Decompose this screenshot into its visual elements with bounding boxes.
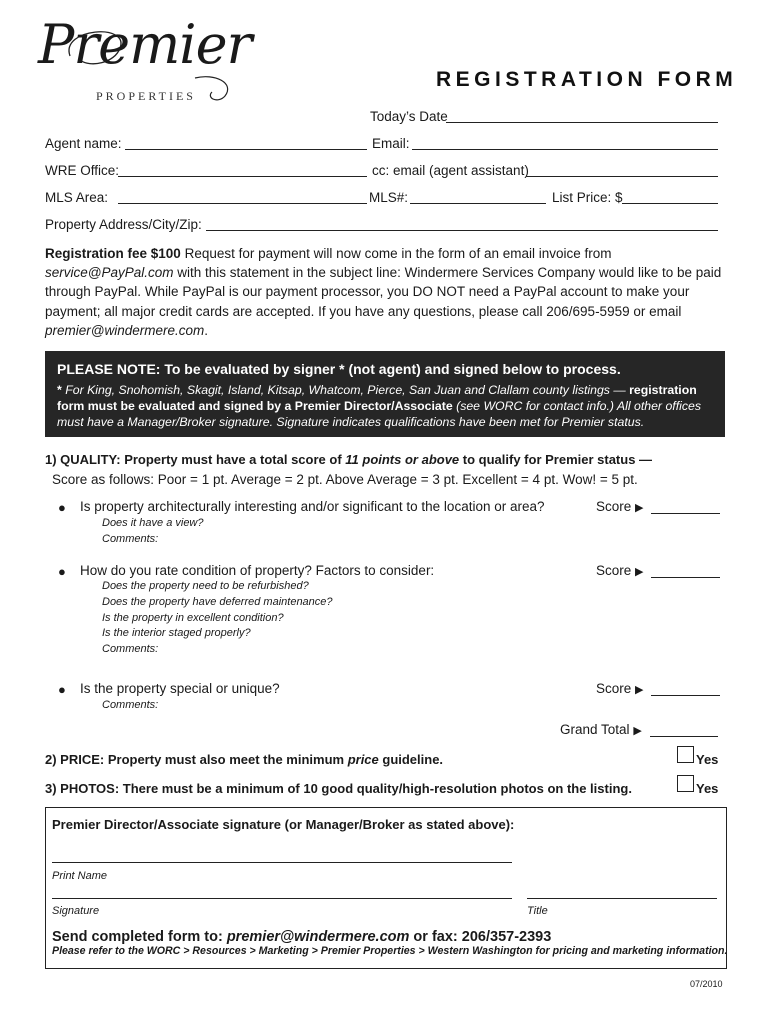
- question-2-sub: [102, 579, 333, 658]
- sub-line: Is the property in excellent condition?: [102, 611, 284, 624]
- send-instruction: [52, 929, 551, 945]
- email-label: Email:: [372, 136, 410, 151]
- score-1-field[interactable]: [651, 513, 720, 514]
- bullet-icon: ●: [58, 564, 66, 579]
- agent-name-label: Agent name:: [45, 136, 122, 151]
- agent-name-field[interactable]: [125, 149, 367, 150]
- arrow-right-icon: ▶: [635, 684, 644, 696]
- registration-fee-paragraph: [45, 244, 725, 340]
- note-star: *: [57, 383, 62, 397]
- grand-total-label: [560, 722, 642, 737]
- email-field[interactable]: [412, 149, 718, 150]
- score-text: Score: [596, 499, 632, 514]
- fee-heading: Registration fee $100: [45, 246, 181, 261]
- send-email: premier@windermere.com: [226, 929, 410, 945]
- sub-line: Does the property have deferred maintenance?: [102, 595, 333, 608]
- please-note-heading: PLEASE NOTE: To be evaluated by signer * (not agent) and signed below to process.: [57, 361, 621, 377]
- score-2-field[interactable]: [651, 577, 720, 578]
- please-note-body: [57, 382, 707, 430]
- mls-number-label: MLS#:: [369, 190, 409, 205]
- score-text: Score: [596, 681, 632, 696]
- fee-text-2: with this statement in the subject line: Windermere Services Company would like to be paid through PayPal. While PayPal is our payment processor, you DO NOT need a PayPal account to make your payment; all major credit cards are accepted. If you have any questions, please call 206/695-5959 or email: [45, 265, 722, 319]
- send-text-b: or fax: 206/357-2393: [409, 929, 552, 945]
- logo-subtitle: PROPERTIES: [96, 89, 196, 103]
- sub-line: Comments:: [102, 643, 159, 656]
- score-3-field[interactable]: [651, 695, 720, 696]
- price-text-b: price: [347, 752, 379, 767]
- score-scale: Score as follows: Poor = 1 pt. Average = 2 pt. Above Average = 3 pt. Excellent = 4 pt. Wow! = 5 pt.: [52, 472, 638, 487]
- sub-line: Does it have a view?: [102, 517, 204, 529]
- score-label-1: [596, 499, 644, 514]
- sub-line: Does the property need to be refurbished?: [102, 580, 309, 592]
- question-1: Is property architecturally interesting and/or significant to the location or area?: [80, 499, 545, 514]
- sub-line: Comments:: [102, 532, 159, 545]
- print-name-field[interactable]: [52, 862, 512, 863]
- mls-area-field[interactable]: [118, 203, 367, 204]
- quality-heading-c: to qualify for Premier status —: [459, 452, 653, 467]
- page-title: REGISTRATION FORM: [436, 68, 738, 91]
- send-text-a: Send completed form to:: [52, 929, 227, 945]
- question-3-sub: [102, 698, 158, 714]
- list-price-label: List Price: $: [552, 190, 623, 205]
- score-text: Score: [596, 563, 632, 578]
- fee-text-1: Request for payment will now come in the form of an email invoice from: [180, 246, 612, 261]
- cc-email-label: cc: email (agent assistant): [372, 163, 529, 178]
- property-address-label: Property Address/City/Zip:: [45, 217, 202, 232]
- title-label: Title: [527, 905, 548, 917]
- price-text-c: guideline.: [378, 752, 444, 767]
- bullet-icon: ●: [58, 500, 66, 515]
- mls-number-field[interactable]: [410, 203, 546, 204]
- photos-requirement: 3) PHOTOS: There must be a minimum of 10 good quality/high-resolution photos on the listing.: [45, 781, 632, 796]
- paypal-email: service@PayPal.com: [45, 265, 174, 281]
- score-label-3: [596, 681, 644, 696]
- signature-field[interactable]: [52, 898, 512, 899]
- photos-yes-label: Yes: [696, 781, 719, 796]
- worc-reference: Please refer to the WORC > Resources > Marketing > Premier Properties > Western Washington for pricing and marketing information.: [52, 945, 728, 957]
- property-address-field[interactable]: [206, 230, 718, 231]
- arrow-right-icon: ▶: [633, 725, 642, 737]
- question-2: How do you rate condition of property? Factors to consider:: [80, 563, 435, 578]
- price-yes-checkbox[interactable]: [677, 746, 694, 763]
- wre-office-field[interactable]: [118, 176, 367, 177]
- grand-total-field[interactable]: [650, 736, 718, 737]
- fee-end: .: [204, 322, 209, 338]
- please-note-box: [45, 351, 725, 437]
- cc-email-field[interactable]: [526, 176, 718, 177]
- photos-yes-checkbox[interactable]: [677, 775, 694, 792]
- note-bold: registration form must be evaluated and signed by a Premier Director/Associate: [57, 383, 697, 413]
- contact-email: premier@windermere.com: [45, 322, 205, 338]
- sub-line: Is the interior staged properly?: [102, 627, 251, 640]
- title-field[interactable]: [527, 898, 717, 899]
- quality-heading-a: 1) QUALITY: Property must have a total score of: [45, 452, 346, 467]
- arrow-right-icon: ▶: [635, 566, 644, 578]
- mls-area-label: MLS Area:: [45, 190, 109, 205]
- price-requirement: [45, 752, 443, 767]
- quality-heading: [45, 452, 652, 467]
- note-text-1: For King, Snohomish, Skagit, Island, Kitsap, Whatcom, Pierce, San Juan and Clallam county listings —: [61, 383, 630, 397]
- price-text-a: 2) PRICE: Property must also meet the minimum: [45, 752, 348, 767]
- question-3: Is the property special or unique?: [80, 681, 280, 696]
- wre-office-label: WRE Office:: [45, 163, 120, 178]
- logo-wordmark: Premier: [38, 13, 252, 76]
- score-label-2: [596, 563, 644, 578]
- price-yes-label: Yes: [696, 752, 719, 767]
- revision-date: 07/2010: [690, 979, 723, 989]
- sub-line: Comments:: [102, 699, 159, 711]
- signature-heading: Premier Director/Associate signature (or Manager/Broker as stated above):: [52, 817, 515, 832]
- question-1-sub: [102, 516, 204, 548]
- bullet-icon: ●: [58, 682, 66, 697]
- signature-label: Signature: [52, 905, 100, 917]
- list-price-field[interactable]: [622, 203, 718, 204]
- print-name-label: Print Name: [52, 870, 108, 882]
- note-text-2: (see WORC for contact info.) All other offices must have a Manager/Broker signature. Signature indicates qualifications have been met for Premier status.: [57, 399, 701, 429]
- todays-date-field[interactable]: [446, 122, 718, 123]
- todays-date-label: Today’s Date: [370, 109, 448, 124]
- grand-total-text: Grand Total: [560, 722, 630, 737]
- arrow-right-icon: ▶: [635, 502, 644, 514]
- quality-heading-b: 11 points or above: [345, 452, 460, 467]
